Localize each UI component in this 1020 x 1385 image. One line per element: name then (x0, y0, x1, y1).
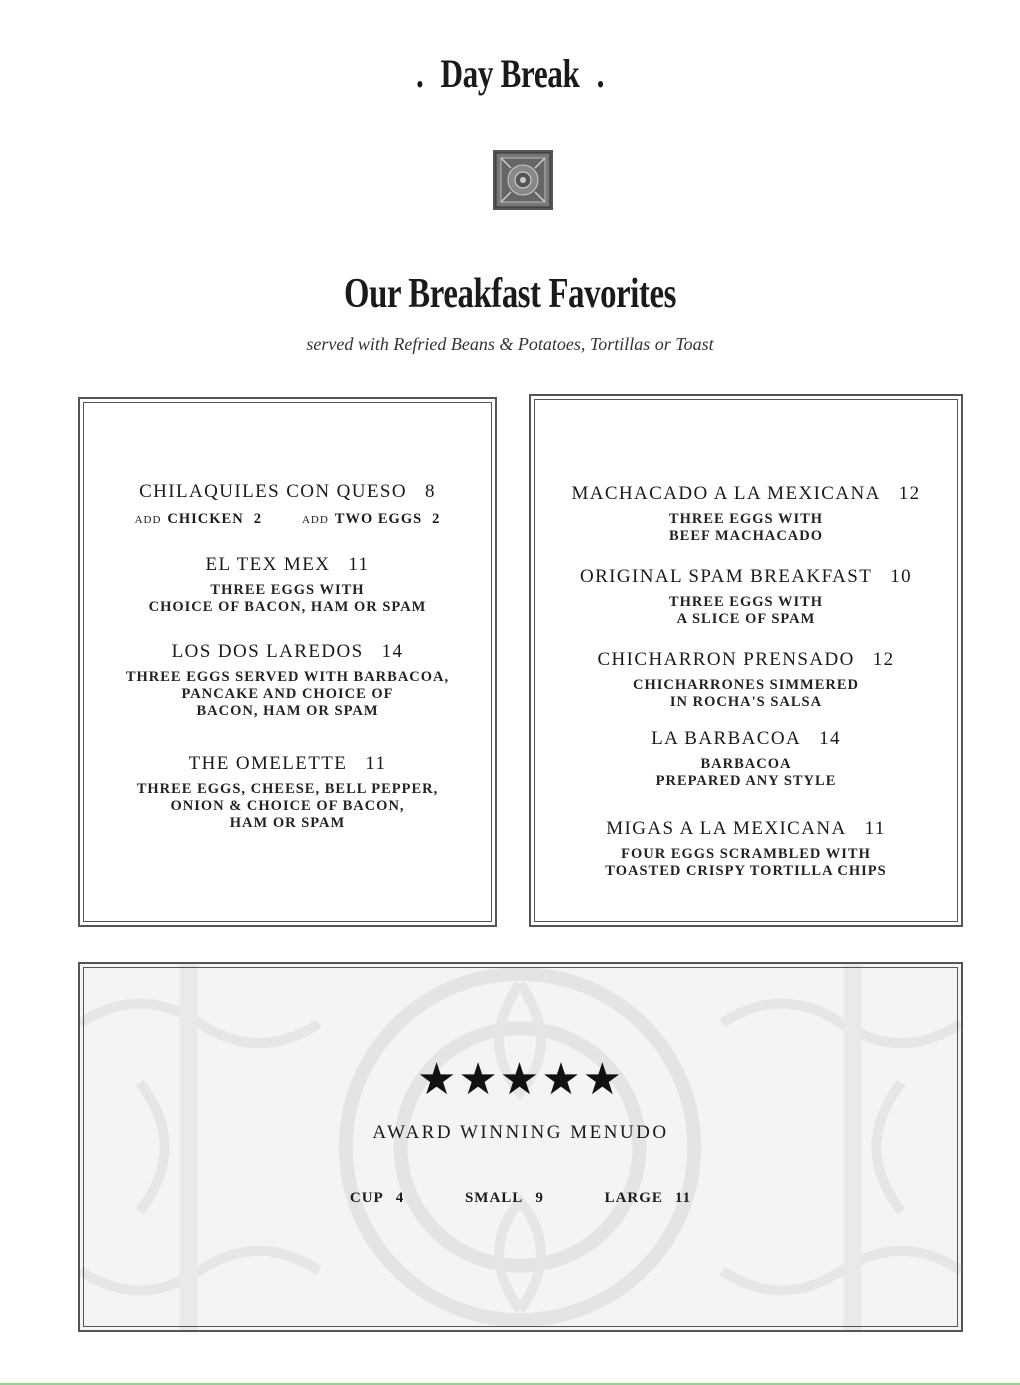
item-description (531, 677, 961, 711)
size-price: 4 (395, 1190, 405, 1206)
menu-item-dos-laredos (80, 641, 495, 720)
item-description (531, 511, 961, 545)
menu-item-tex-mex (80, 554, 495, 616)
item-description (531, 846, 961, 880)
menudo-panel (78, 962, 963, 1332)
item-price: 14 (819, 728, 841, 749)
item-price: 14 (381, 641, 404, 662)
desc-line: THREE EGGS WITH (668, 594, 824, 610)
page-header-title (112, 50, 908, 97)
item-name: MIGAS A LA MEXICANA (606, 818, 847, 839)
menu-item-migas (531, 818, 961, 880)
item-name: LOS DOS LAREDOS (171, 641, 364, 662)
item-name: ORIGINAL SPAM BREAKFAST (579, 566, 873, 587)
section-subtitle: served with Refried Beans & Potatoes, Tortillas or Toast (306, 334, 714, 354)
item-price: 11 (365, 753, 387, 774)
section-title: Our Breakfast Favorites (344, 271, 676, 317)
decorative-pattern-background (80, 964, 961, 1330)
item-description (80, 582, 495, 616)
desc-line: PREPARED ANY STYLE (655, 773, 837, 789)
item-price: 10 (890, 566, 913, 587)
item-name: CHILAQUILES CON QUESO (139, 481, 408, 502)
item-price: 8 (425, 481, 436, 502)
size-label: LARGE (604, 1190, 663, 1206)
addon-row (80, 511, 495, 528)
desc-line: HAM OR SPAM (229, 815, 346, 831)
item-name: EL TEX MEX (205, 554, 331, 575)
desc-line: TOASTED CRISPY TORTILLA CHIPS (605, 863, 887, 879)
menu-item-chicharron (531, 649, 961, 711)
item-description (80, 781, 495, 832)
desc-line: THREE EGGS, CHEESE, BELL PEPPER, (136, 781, 439, 797)
desc-line: FOUR EGGS SCRAMBLED WITH (621, 846, 871, 862)
desc-line: IN ROCHA'S SALSA (669, 694, 823, 710)
desc-line: A SLICE OF SPAM (676, 611, 816, 627)
item-description (531, 594, 961, 628)
desc-line: PANCAKE AND CHOICE OF (181, 686, 394, 702)
addon-prefix: ADD (301, 514, 329, 526)
header-dot-left: . (415, 51, 424, 96)
item-description (531, 756, 961, 790)
header-title-text: Day Break (440, 51, 580, 96)
size-price: 9 (535, 1190, 544, 1206)
menu-item-barbacoa (531, 728, 961, 790)
item-description (80, 669, 495, 720)
ornament-emblem-icon (493, 150, 553, 210)
desc-line: THREE EGGS SERVED WITH BARBACOA, (125, 669, 450, 685)
item-price: 12 (898, 483, 921, 504)
item-price: 11 (348, 554, 370, 575)
addon-name: CHICKEN (167, 511, 244, 527)
addon-prefix: ADD (134, 514, 162, 526)
addon-name: TWO EGGS (334, 511, 423, 527)
size-small (465, 1190, 544, 1207)
size-large (605, 1190, 692, 1207)
desc-line: ONION & CHOICE OF BACON, (170, 798, 405, 814)
desc-line: THREE EGGS WITH (210, 582, 365, 598)
menudo-title: AWARD WINNING MENUDO (372, 1122, 669, 1143)
size-label: SMALL (464, 1190, 524, 1206)
desc-line: BACON, HAM OR SPAM (196, 703, 379, 719)
desc-line: CHOICE OF BACON, HAM OR SPAM (148, 599, 427, 615)
desc-line: BARBACOA (700, 756, 792, 772)
size-cup (350, 1190, 404, 1207)
addon-price: 2 (432, 511, 441, 527)
item-name: THE OMELETTE (188, 753, 348, 774)
desc-line: BEEF MACHACADO (668, 528, 824, 544)
five-star-rating-icon: ★★★★★ (416, 1054, 625, 1105)
desc-line: THREE EGGS WITH (668, 511, 824, 527)
desc-line: CHICHARRONES SIMMERED (632, 677, 860, 693)
item-name: MACHACADO A LA MEXICANA (571, 483, 881, 504)
item-price: 12 (872, 649, 895, 670)
menu-item-machacado (531, 483, 961, 545)
menudo-sizes (80, 1190, 961, 1207)
size-label: CUP (349, 1190, 384, 1206)
item-name: LA BARBACOA (651, 728, 802, 749)
menu-item-spam (531, 566, 961, 628)
header-dot-right: . (596, 51, 605, 96)
size-price: 11 (674, 1190, 692, 1206)
menu-panel-right (529, 394, 963, 927)
item-price: 11 (864, 818, 886, 839)
item-name: CHICHARRON PRENSADO (597, 649, 855, 670)
menu-item-chilaquiles (80, 481, 495, 528)
addon-price: 2 (253, 511, 262, 527)
menu-panel-left (78, 397, 497, 927)
menu-item-omelette (80, 753, 495, 832)
